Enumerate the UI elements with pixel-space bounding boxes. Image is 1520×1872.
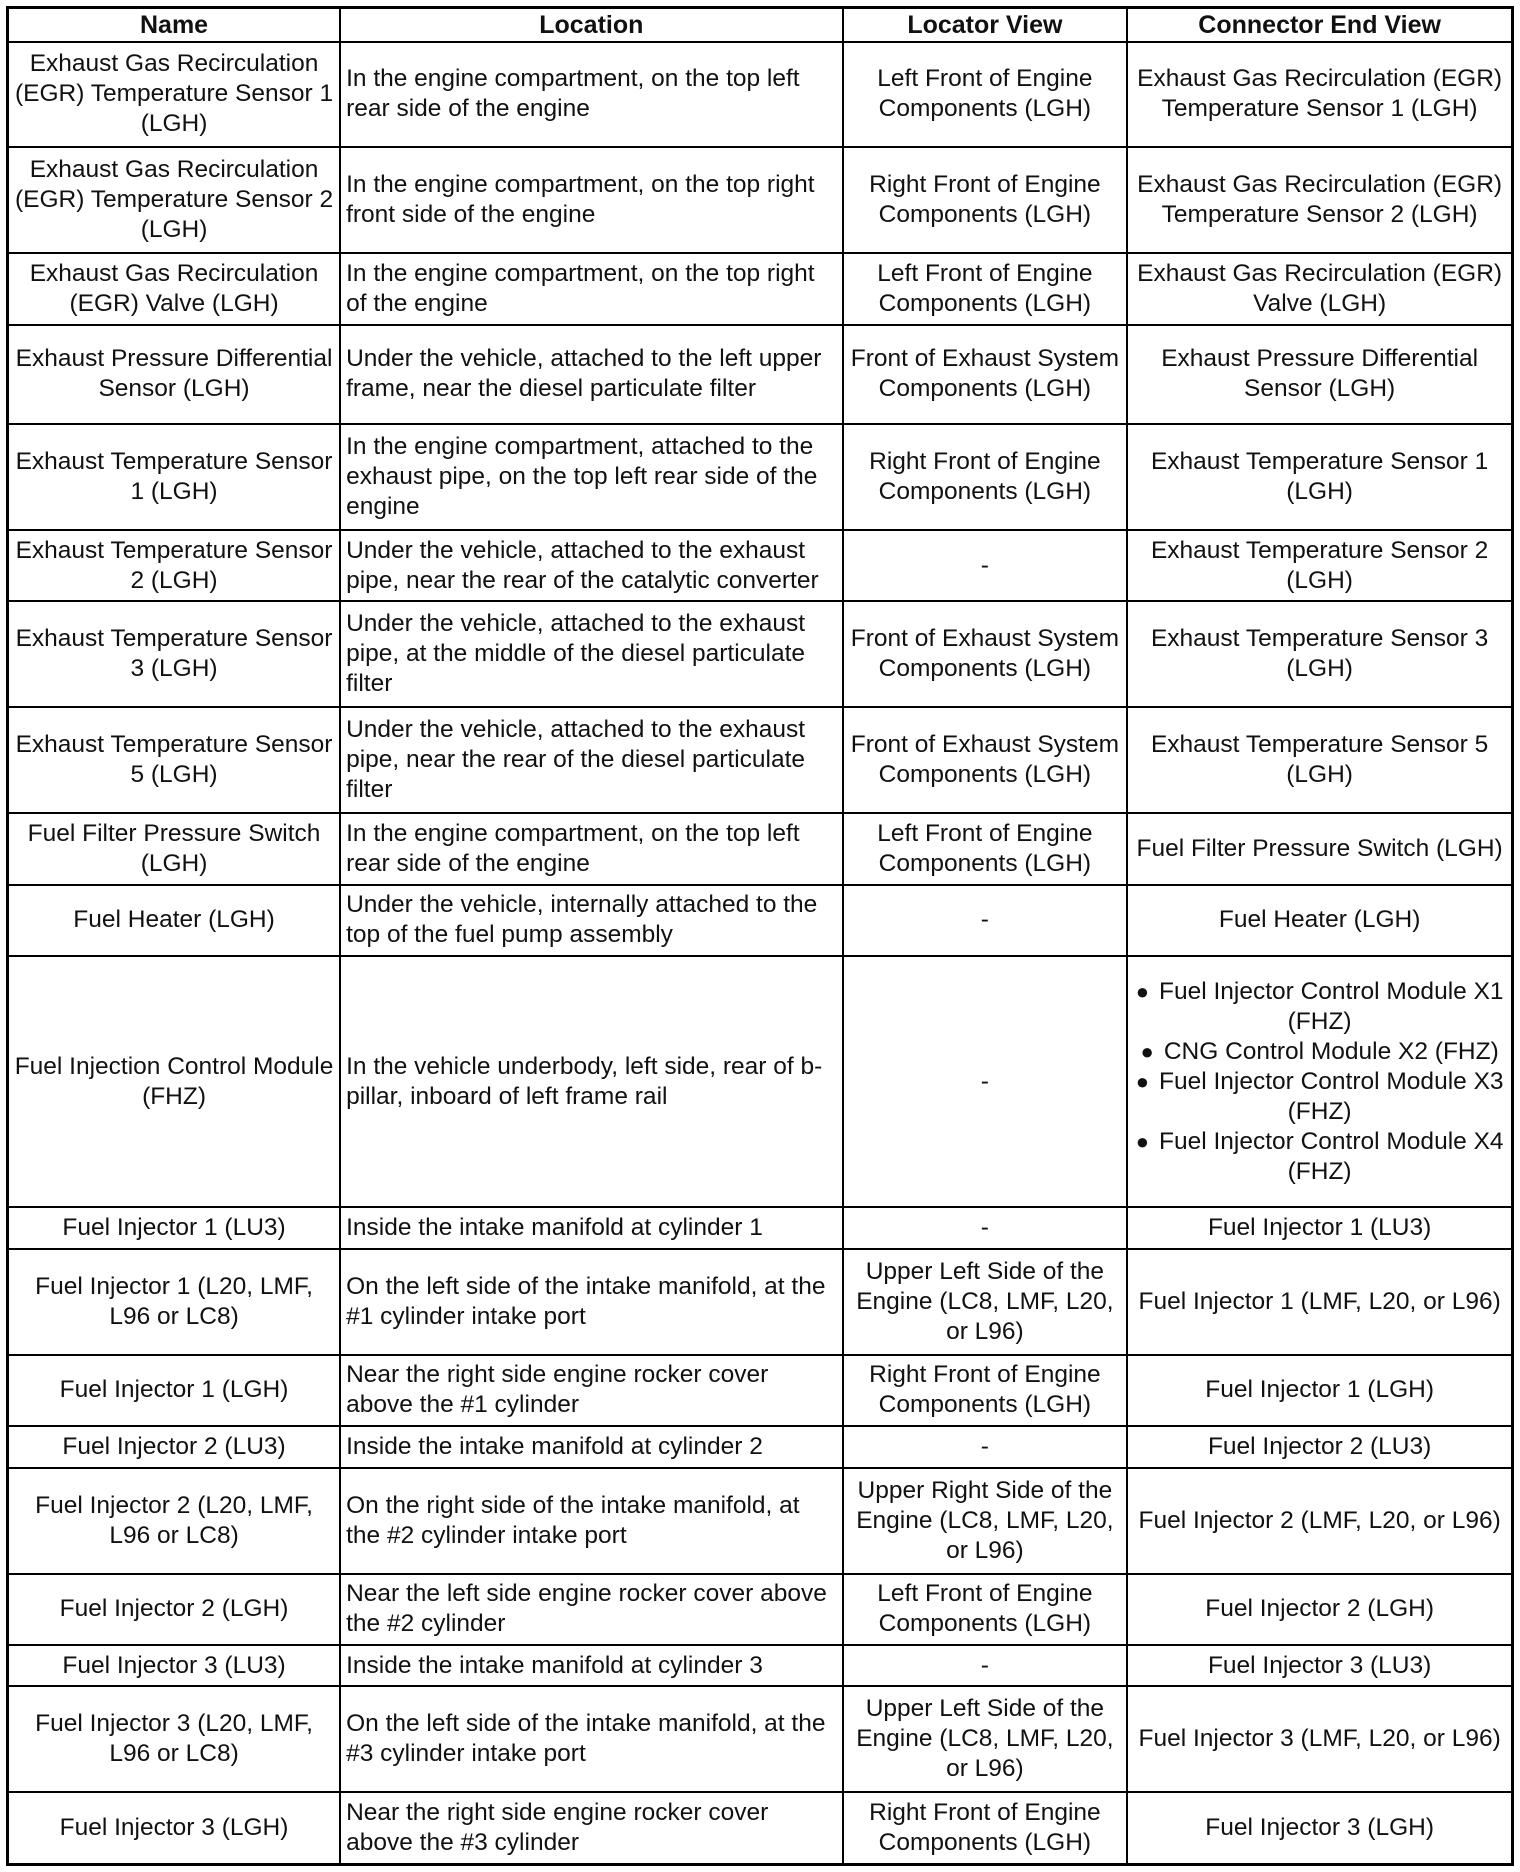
cell-locator-view: Front of Exhaust System Components (LGH) <box>843 325 1128 424</box>
cell-locator-view: Left Front of Engine Components (LGH) <box>843 1574 1128 1645</box>
cell-name: Fuel Injector 3 (LGH) <box>8 1792 341 1864</box>
table-row <box>8 530 1513 601</box>
connector-list-item <box>1133 1127 1506 1187</box>
cell-location: Under the vehicle, attached to the exhaust pipe, near the rear of the diesel particulate filter <box>340 707 842 813</box>
cell-connector-end-view: Fuel Injector 1 (LMF, L20, or L96) <box>1127 1249 1512 1355</box>
cell-locator-view: - <box>843 1645 1128 1686</box>
cell-connector-end-view: Exhaust Gas Recirculation (EGR) Valve (LGH) <box>1127 253 1512 324</box>
cell-connector-end-view: Fuel Injector 2 (LGH) <box>1127 1574 1512 1645</box>
cell-locator-view: - <box>843 1426 1128 1467</box>
cell-name: Fuel Injector 1 (LGH) <box>8 1355 341 1426</box>
cell-location: On the left side of the intake manifold, at the #1 cylinder intake port <box>340 1249 842 1355</box>
cell-connector-end-view: Fuel Injector 3 (LU3) <box>1127 1645 1512 1686</box>
table-row <box>8 1468 1513 1574</box>
cell-connector-end-view: Fuel Injector 1 (LU3) <box>1127 1207 1512 1248</box>
cell-name: Exhaust Gas Recirculation (EGR) Temperature Sensor 1 (LGH) <box>8 42 341 148</box>
bullet-icon: ● <box>1135 1068 1149 1094</box>
cell-locator-view: Left Front of Engine Components (LGH) <box>843 813 1128 884</box>
table-row <box>8 1645 1513 1686</box>
header-row <box>8 8 1513 42</box>
cell-location: Near the right side engine rocker cover above the #1 cylinder <box>340 1355 842 1426</box>
connector-list-item <box>1133 1037 1506 1067</box>
cell-location: Inside the intake manifold at cylinder 3 <box>340 1645 842 1686</box>
table-row <box>8 956 1513 1207</box>
cell-locator-view: - <box>843 1207 1128 1248</box>
table-row <box>8 1686 1513 1792</box>
cell-name: Exhaust Gas Recirculation (EGR) Temperature Sensor 2 (LGH) <box>8 147 341 253</box>
table-row <box>8 1426 1513 1467</box>
cell-location: Under the vehicle, internally attached to the top of the fuel pump assembly <box>340 885 842 956</box>
component-locator-table <box>6 6 1514 1866</box>
cell-name: Fuel Injector 3 (LU3) <box>8 1645 341 1686</box>
cell-connector-end-view: Fuel Injector 3 (LGH) <box>1127 1792 1512 1864</box>
cell-location: Near the right side engine rocker cover above the #3 cylinder <box>340 1792 842 1864</box>
cell-connector-end-view: Fuel Injector 1 (LGH) <box>1127 1355 1512 1426</box>
cell-connector-end-view: Fuel Filter Pressure Switch (LGH) <box>1127 813 1512 884</box>
cell-name: Exhaust Pressure Differential Sensor (LGH) <box>8 325 341 424</box>
cell-location: On the right side of the intake manifold, at the #2 cylinder intake port <box>340 1468 842 1574</box>
cell-name: Fuel Injector 1 (LU3) <box>8 1207 341 1248</box>
table-row <box>8 1355 1513 1426</box>
table-row <box>8 147 1513 253</box>
cell-locator-view: Left Front of Engine Components (LGH) <box>843 42 1128 148</box>
cell-connector-end-view: Fuel Injector 2 (LU3) <box>1127 1426 1512 1467</box>
cell-connector-end-view <box>1127 956 1512 1207</box>
table-row <box>8 1574 1513 1645</box>
cell-name: Exhaust Temperature Sensor 3 (LGH) <box>8 601 341 707</box>
cell-locator-view: Front of Exhaust System Components (LGH) <box>843 707 1128 813</box>
cell-name: Fuel Heater (LGH) <box>8 885 341 956</box>
cell-name: Fuel Filter Pressure Switch (LGH) <box>8 813 341 884</box>
table-row <box>8 707 1513 813</box>
cell-connector-end-view: Exhaust Pressure Differential Sensor (LGH) <box>1127 325 1512 424</box>
cell-connector-end-view: Fuel Injector 3 (LMF, L20, or L96) <box>1127 1686 1512 1792</box>
cell-connector-end-view: Exhaust Temperature Sensor 5 (LGH) <box>1127 707 1512 813</box>
cell-connector-end-view: Exhaust Temperature Sensor 3 (LGH) <box>1127 601 1512 707</box>
cell-locator-view: Upper Left Side of the Engine (LC8, LMF, L20, or L96) <box>843 1686 1128 1792</box>
header-connector-end-view: Connector End View <box>1127 8 1512 42</box>
table-row <box>8 325 1513 424</box>
cell-locator-view: Right Front of Engine Components (LGH) <box>843 147 1128 253</box>
table-row <box>8 813 1513 884</box>
table-row <box>8 253 1513 324</box>
cell-location: In the engine compartment, on the top right front side of the engine <box>340 147 842 253</box>
header-name: Name <box>8 8 341 42</box>
table-row <box>8 42 1513 148</box>
bullet-icon: ● <box>1135 1128 1149 1154</box>
connector-list-text: Fuel Injector Control Module X1 (FHZ) <box>1159 977 1504 1035</box>
cell-name: Exhaust Temperature Sensor 2 (LGH) <box>8 530 341 601</box>
cell-location: In the vehicle underbody, left side, rear of b-pillar, inboard of left frame rail <box>340 956 842 1207</box>
connector-list-item <box>1133 1067 1506 1127</box>
cell-location: In the engine compartment, on the top left rear side of the engine <box>340 42 842 148</box>
cell-connector-end-view: Exhaust Gas Recirculation (EGR) Temperature Sensor 1 (LGH) <box>1127 42 1512 148</box>
cell-location: Under the vehicle, attached to the left upper frame, near the diesel particulate filter <box>340 325 842 424</box>
cell-location: Inside the intake manifold at cylinder 2 <box>340 1426 842 1467</box>
cell-connector-end-view: Fuel Heater (LGH) <box>1127 885 1512 956</box>
cell-locator-view: Front of Exhaust System Components (LGH) <box>843 601 1128 707</box>
cell-location: In the engine compartment, on the top right of the engine <box>340 253 842 324</box>
cell-location: On the left side of the intake manifold, at the #3 cylinder intake port <box>340 1686 842 1792</box>
cell-locator-view: Upper Left Side of the Engine (LC8, LMF, L20, or L96) <box>843 1249 1128 1355</box>
cell-location: Under the vehicle, attached to the exhaust pipe, near the rear of the catalytic converter <box>340 530 842 601</box>
cell-locator-view: Upper Right Side of the Engine (LC8, LMF, L20, or L96) <box>843 1468 1128 1574</box>
cell-name: Fuel Injector 3 (L20, LMF, L96 or LC8) <box>8 1686 341 1792</box>
header-locator-view: Locator View <box>843 8 1128 42</box>
cell-locator-view: - <box>843 885 1128 956</box>
bullet-icon: ● <box>1135 978 1149 1004</box>
connector-list-text: Fuel Injector Control Module X4 (FHZ) <box>1159 1127 1504 1185</box>
bullet-icon: ● <box>1140 1038 1154 1064</box>
cell-name: Exhaust Temperature Sensor 1 (LGH) <box>8 424 341 530</box>
cell-connector-end-view: Exhaust Temperature Sensor 1 (LGH) <box>1127 424 1512 530</box>
cell-name: Fuel Injector 2 (LGH) <box>8 1574 341 1645</box>
table-row <box>8 1792 1513 1864</box>
cell-name: Fuel Injector 1 (L20, LMF, L96 or LC8) <box>8 1249 341 1355</box>
cell-name: Exhaust Gas Recirculation (EGR) Valve (LGH) <box>8 253 341 324</box>
cell-locator-view: - <box>843 956 1128 1207</box>
cell-locator-view: - <box>843 530 1128 601</box>
table-row <box>8 601 1513 707</box>
cell-locator-view: Right Front of Engine Components (LGH) <box>843 1792 1128 1864</box>
cell-connector-end-view: Exhaust Gas Recirculation (EGR) Temperature Sensor 2 (LGH) <box>1127 147 1512 253</box>
cell-locator-view: Left Front of Engine Components (LGH) <box>843 253 1128 324</box>
cell-location: Near the left side engine rocker cover above the #2 cylinder <box>340 1574 842 1645</box>
cell-location: Inside the intake manifold at cylinder 1 <box>340 1207 842 1248</box>
table-body <box>8 42 1513 1865</box>
table-row <box>8 424 1513 530</box>
cell-name: Exhaust Temperature Sensor 5 (LGH) <box>8 707 341 813</box>
table-row <box>8 1249 1513 1355</box>
cell-location: In the engine compartment, on the top left rear side of the engine <box>340 813 842 884</box>
table-row <box>8 1207 1513 1248</box>
cell-connector-end-view: Fuel Injector 2 (LMF, L20, or L96) <box>1127 1468 1512 1574</box>
cell-locator-view: Right Front of Engine Components (LGH) <box>843 424 1128 530</box>
cell-locator-view: Right Front of Engine Components (LGH) <box>843 1355 1128 1426</box>
header-location: Location <box>340 8 842 42</box>
connector-list <box>1133 977 1506 1187</box>
cell-connector-end-view: Exhaust Temperature Sensor 2 (LGH) <box>1127 530 1512 601</box>
connector-list-text: CNG Control Module X2 (FHZ) <box>1163 1037 1499 1065</box>
connector-list-text: Fuel Injector Control Module X3 (FHZ) <box>1159 1067 1504 1125</box>
cell-name: Fuel Injector 2 (L20, LMF, L96 or LC8) <box>8 1468 341 1574</box>
cell-name: Fuel Injector 2 (LU3) <box>8 1426 341 1467</box>
cell-name: Fuel Injection Control Module (FHZ) <box>8 956 341 1207</box>
table-row <box>8 885 1513 956</box>
cell-location: In the engine compartment, attached to the exhaust pipe, on the top left rear side of the engine <box>340 424 842 530</box>
cell-location: Under the vehicle, attached to the exhaust pipe, at the middle of the diesel particulate filter <box>340 601 842 707</box>
connector-list-item <box>1133 977 1506 1037</box>
